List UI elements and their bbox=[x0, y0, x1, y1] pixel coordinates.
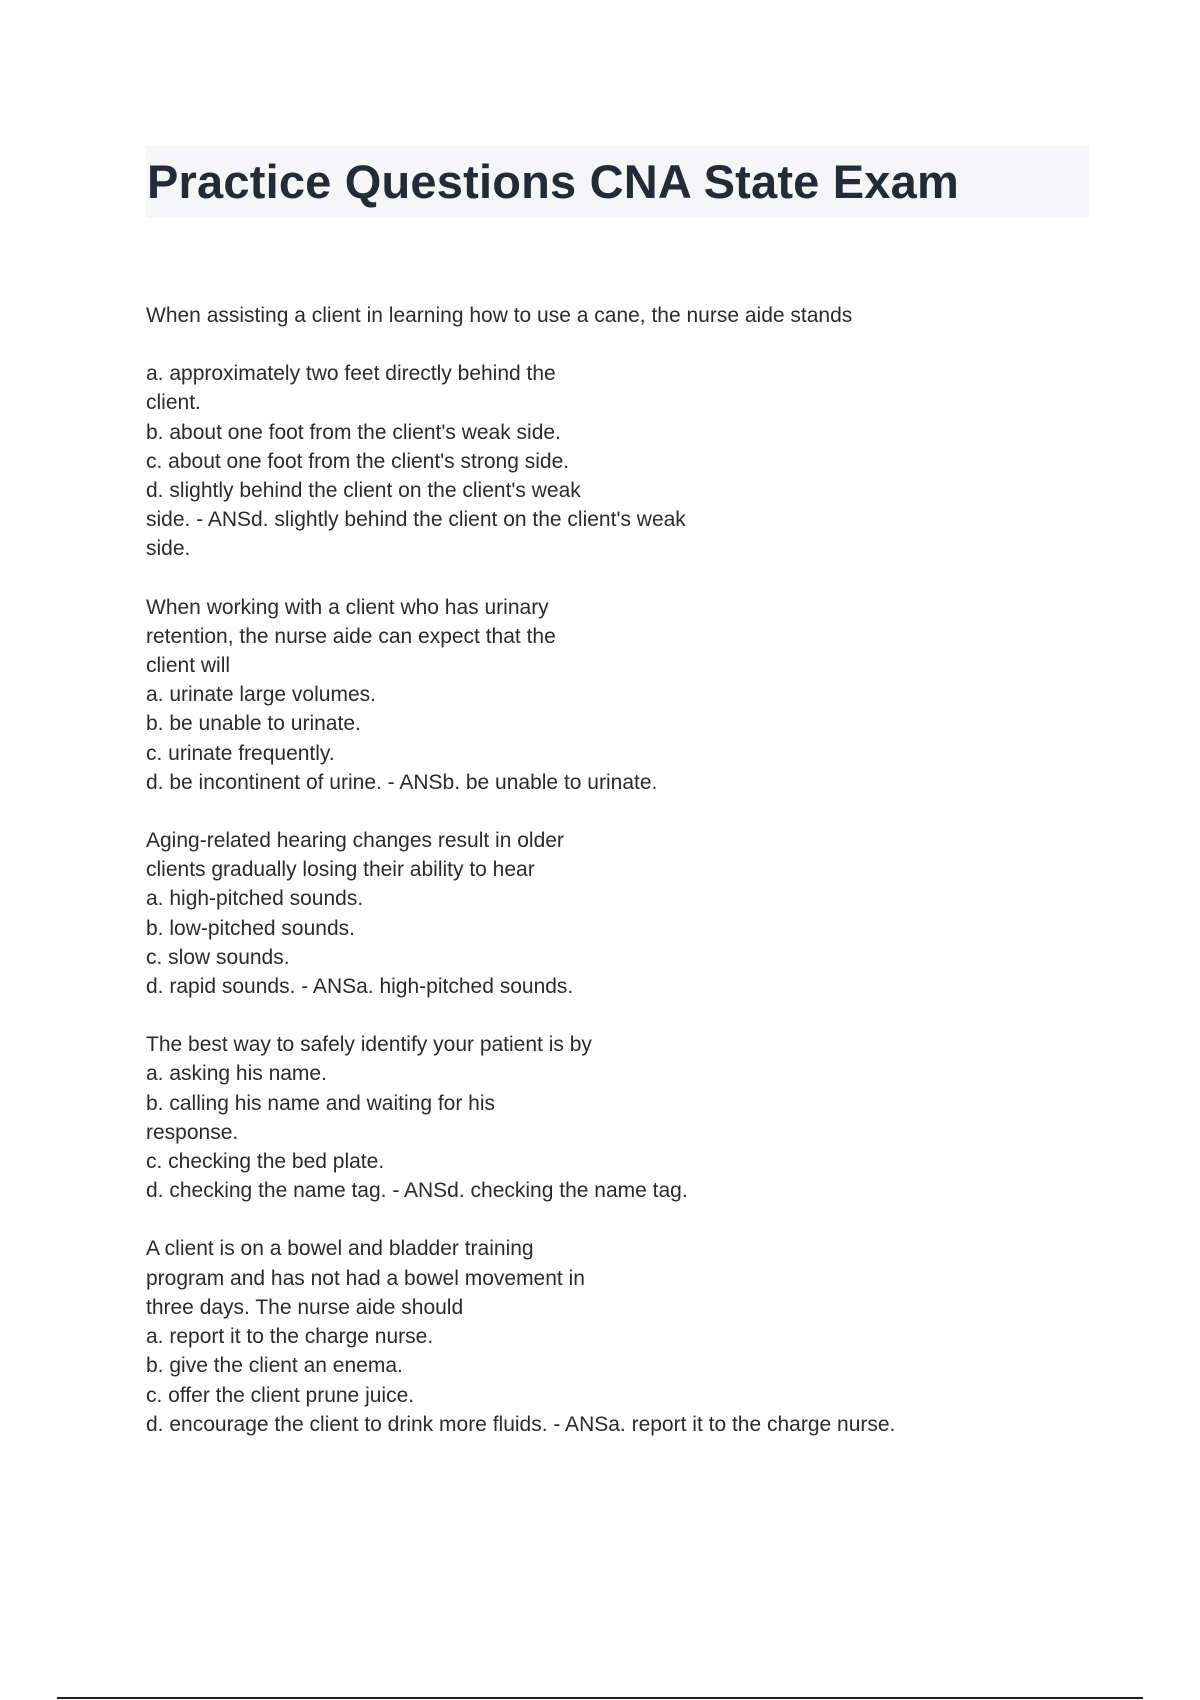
question-4: The best way to safely identify your patient is by a. asking his name. b. calling his name and waiting for his response. c. checking the bed plate. d. checking the name tag. - ANSd. checking the name tag. bbox=[146, 1033, 688, 1203]
spacer bbox=[146, 797, 1106, 826]
spacer bbox=[146, 1001, 1106, 1030]
title-band bbox=[146, 146, 1089, 218]
spacer bbox=[146, 564, 1106, 593]
spacer bbox=[146, 1205, 1106, 1234]
page-title: Practice Questions CNA State Exam bbox=[147, 155, 959, 208]
question-list bbox=[146, 301, 1106, 1439]
question-5: A client is on a bowel and bladder training program and has not had a bowel movement in three days. The nurse aide should a. report it to the charge nurse. b. give the client an enema. c. offer the client prune juice. d. encourage the client to drink more fluids. - ANSa. report it to the charge nurse. bbox=[146, 1237, 896, 1436]
spacer bbox=[146, 330, 1106, 359]
footer-divider bbox=[57, 1697, 1143, 1699]
question-1-options: a. approximately two feet directly behind the client. b. about one foot from the client's weak side. c. about one foot from the client's strong side. d. slightly behind the client on the client's weak side. - ANSd. slightly behind the client on the client's weak side. bbox=[146, 362, 686, 561]
question-2: When working with a client who has urinary retention, the nurse aide can expect that the client will a. urinate large volumes. b. be unable to urinate. c. urinate frequently. d. be incontinent of urine. - ANSb. be unable to urinate. bbox=[146, 595, 658, 794]
question-3: Aging-related hearing changes result in older clients gradually losing their ability to hear a. high-pitched sounds. b. low-pitched sounds. c. slow sounds. d. rapid sounds. - ANSa. high-pitched sounds. bbox=[146, 829, 574, 999]
question-stem: When assisting a client in learning how to use a cane, the nurse aide stands bbox=[146, 304, 853, 327]
